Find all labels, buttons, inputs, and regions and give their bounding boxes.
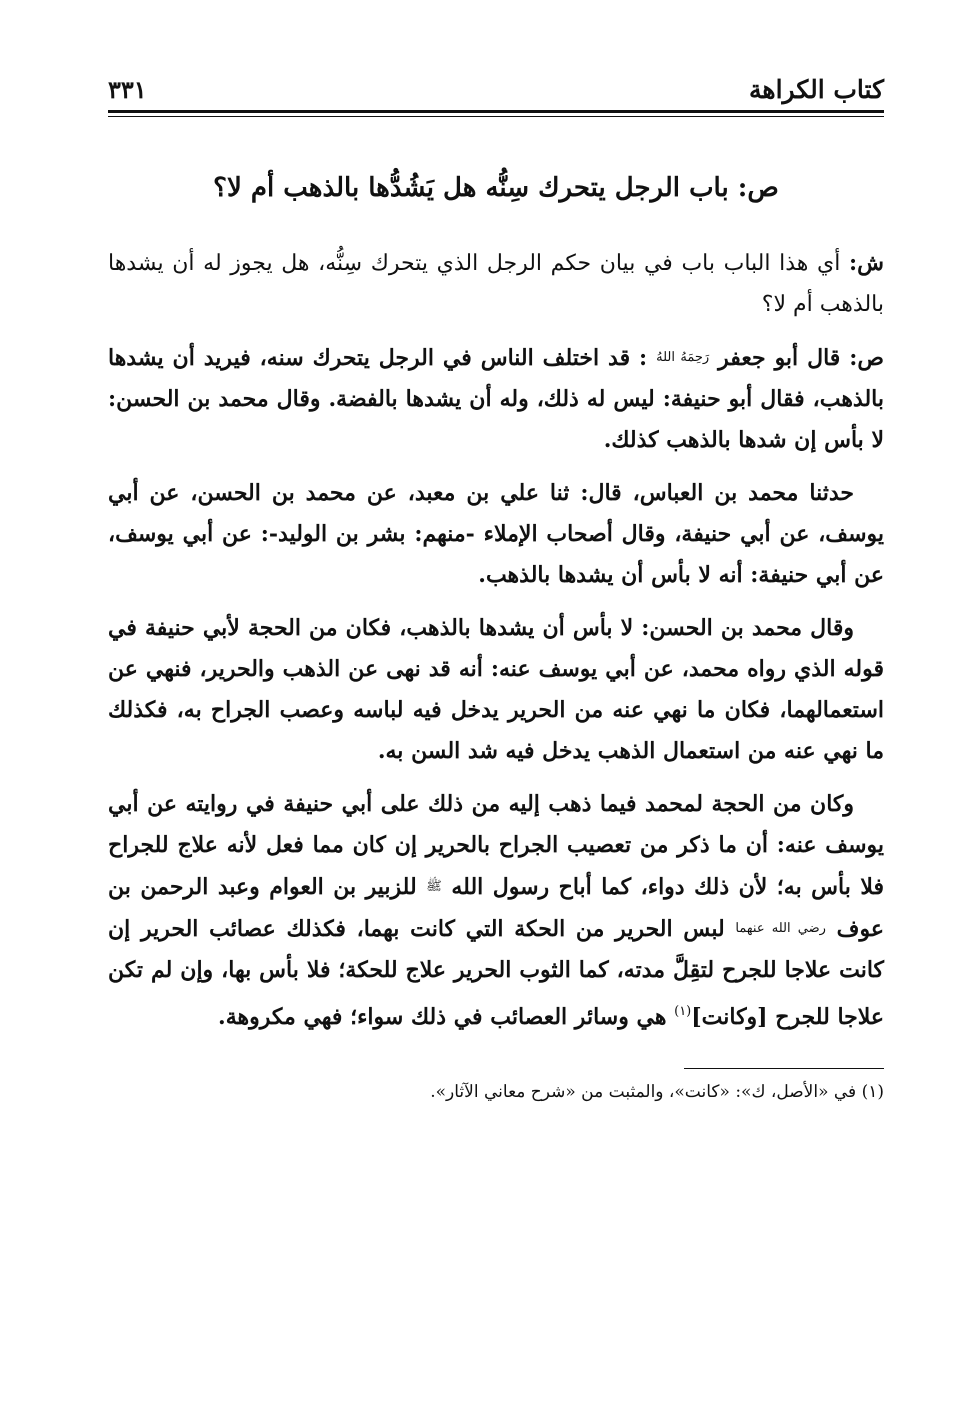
paragraph-text: وكان من الحجة لمحمد فيما ذهب إليه من ذلك على أبي حنيفة في روايته عن أبي يوسف عنه: أن ما ذكر من تعصيب الجراح بالحرير إن كان مما فعل لأنه علاج للجراح فلا بأس به؛ لأن ذلك دواء، كما أباح رسول الله [108,791,884,900]
paragraph-text: : قد اختلف الناس في الرجل يتحرك سنه، فيريد أن يشدها بالذهب، فقال أبو حنيفة: ليس له ذلك، وله أن يشدها بالفضة. وقال محمد بن الحسن: لا بأس إن شدها بالذهب كذلك. [108,345,884,453]
paragraph-text-quote [108,337,884,461]
honorific-prophet: ﷺ [426,879,442,894]
paragraph-text: أي هذا الباب باب في بيان حكم الرجل الذي يتحرك سِنُّه، هل يجوز له أن يشدها بالذهب أم لا؟ [108,251,884,317]
paragraph-text: قال أبو جعفر [718,345,841,371]
honorific-rahimahullah: رَحِمَهُ اللهُ [656,350,710,365]
footnote: (١) في «الأصل، ك»: «كانت»، والمثبت من «شرح معاني الآثار». [430,1082,884,1102]
page-number: ٣٣١ [108,75,147,104]
running-head [108,60,884,104]
footnote-reference[interactable]: (١) [674,1004,692,1019]
paragraph-text: هي وسائر العصائب في ذلك سواء؛ فهي مكروهة. [218,1004,667,1030]
header-rule-thin [108,116,884,117]
paragraph-hadith-chain [108,473,884,596]
honorific-companions: رضي الله عنهما [735,921,826,936]
paragraph-commentary [108,243,884,325]
paragraph-text: للزبير بن العوام وعبد الرحمن بن عوف [108,874,884,942]
text-marker: ص: [849,345,884,371]
commentary-marker: ش: [849,250,884,276]
paragraph-argument-muhammad [108,784,884,1038]
paragraph-argument-abu-hanifa [108,608,884,772]
chapter-title: ص: باب الرجل يتحرك سِنُّه هل يَشُدُّها بالذهب أم لا؟ [213,173,779,203]
paragraph-text: وقال محمد بن الحسن: لا بأس أن يشدها بالذهب، فكان من الحجة لأبي حنيفة في قوله الذي رواه محمد، عن أبي يوسف عنه: أنه قد نهى عن الذهب والحرير، فنهي عن استعمالهما، فكان ما نهي عنه من الحرير يدخل فيه لباسه وعصب الجراح به، فكذلك ما نهي عنه من استعمال الذهب يدخل فيه شد السن به. [108,615,884,764]
paragraph-text: لبس الحرير من الحكة التي كانت بهما، فكذلك عصائب الحرير إن كانت علاجا للجرح لتقِلَّ مدته، كما الثوب الحرير علاج للحكة؛ فلا بأس بها، وإن لم تكن علاجا للجرح [وكانت] [108,916,884,1030]
paragraph-text: حدثنا محمد بن العباس، قال: ثنا علي بن معبد، عن محمد بن الحسن، عن أبي يوسف، عن أبي حنيفة، وقال أصحاب الإملاء -منهم: بشر بن الوليد-: عن أبي يوسف، عن أبي حنيفة: أنه لا بأس أن يشدها بالذهب. [108,480,884,588]
footnote-separator [684,1068,884,1069]
book-page [108,60,884,1107]
header-rule-thick [108,110,884,113]
book-title: كتاب الكراهة [749,75,884,104]
